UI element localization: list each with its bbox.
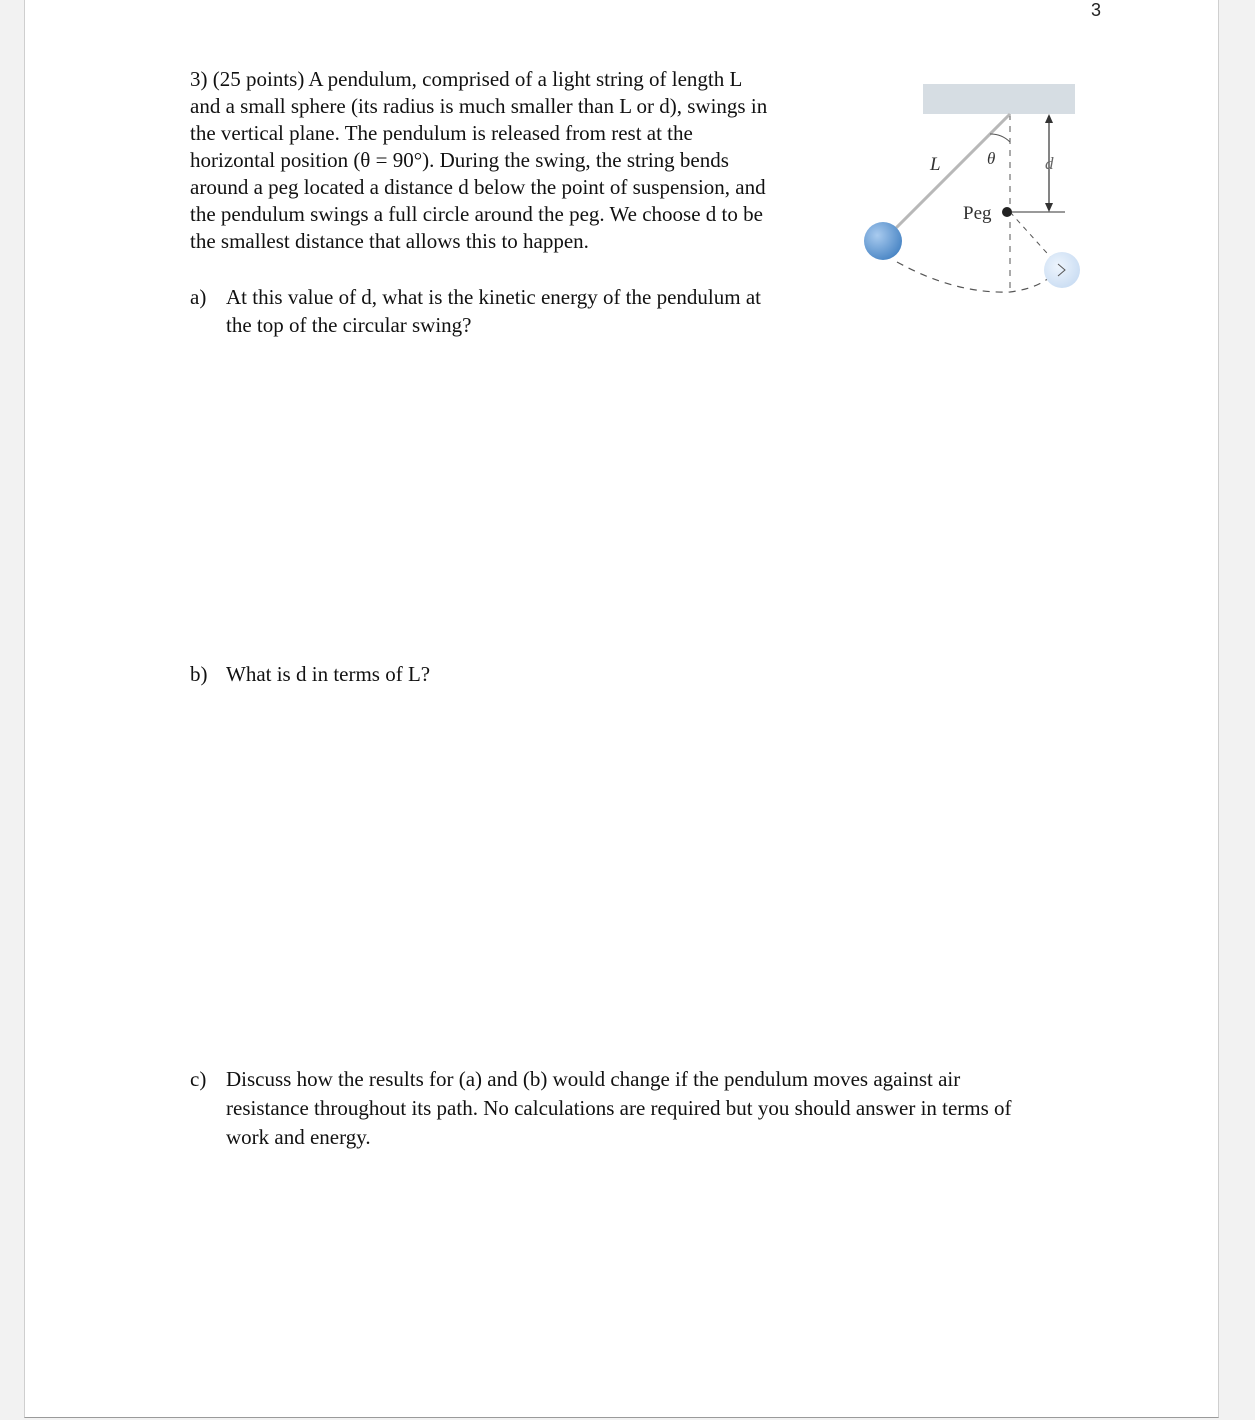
peg [1002,207,1012,217]
question-b-line: What is d in terms of L? [226,662,431,686]
label-peg: Peg [963,203,992,224]
problem-line: the vertical plane. The pendulum is released from rest at the [190,121,693,145]
pendulum-sphere [864,222,902,260]
label-L: L [930,154,941,175]
question-a-line: the top of the circular swing? [226,313,472,337]
ghost-sphere [1044,252,1080,288]
document-page [24,0,1219,1418]
problem-line: the pendulum swings a full circle around the peg. We choose d to be [190,202,763,226]
pendulum-figure [855,78,1095,303]
question-c [190,1065,1012,1152]
problem-line: the smallest distance that allows this to happen. [190,229,589,253]
problem-line: around a peg located a distance d below the point of suspension, and [190,175,766,199]
question-c-line: resistance throughout its path. No calculations are required but you should answer in terms of [226,1096,1012,1120]
problem-line: horizontal position (θ = 90°). During the swing, the string bends [190,148,729,172]
question-b-marker: b) [190,662,208,686]
problem-line: and a small sphere (its radius is much smaller than L or d), swings in [190,94,768,118]
label-d: d [1045,154,1054,173]
problem-line: 3) (25 points) A pendulum, comprised of a light string of length L [190,67,743,91]
question-a [190,283,761,339]
page-number: 3 [1091,0,1102,20]
peg-to-sphere-line [1010,212,1055,262]
theta-arc [990,134,1010,142]
label-theta: θ [987,149,996,168]
question-c-line: work and energy. [226,1125,371,1149]
d-arrow-bottom [1045,203,1053,212]
ceiling-block [923,84,1075,114]
swing-path [897,262,1053,292]
d-arrow-top [1045,114,1053,123]
pendulum-diagram [855,78,1095,303]
problem-statement [190,66,850,255]
question-c-marker: c) [190,1067,207,1091]
question-c-line: Discuss how the results for (a) and (b) would change if the pendulum moves against air [226,1067,961,1091]
question-a-marker: a) [190,285,207,309]
question-a-line: At this value of d, what is the kinetic energy of the pendulum at [226,285,761,309]
question-b [190,660,430,688]
